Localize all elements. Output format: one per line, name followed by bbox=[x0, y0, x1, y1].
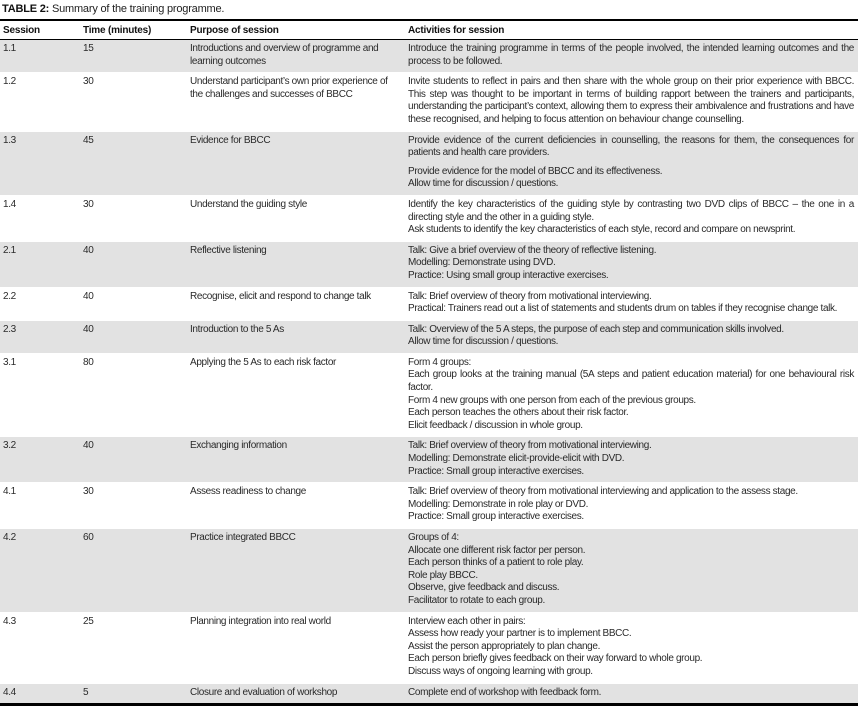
purpose-cell: Understand participant’s own prior experience of the challenges and successes of BBCC bbox=[190, 76, 388, 100]
purpose-cell: Assess readiness to change bbox=[190, 486, 306, 498]
activity-line: Form 4 groups: bbox=[408, 356, 471, 368]
activity-line: Assess how ready your partner is to implement BBCC. bbox=[408, 628, 632, 640]
table-row bbox=[0, 195, 858, 241]
session-cell: 3.1 bbox=[3, 356, 16, 368]
activity-line: Each person thinks of a patient to role play. bbox=[408, 557, 584, 569]
activity-paragraph bbox=[408, 76, 854, 126]
activity-line: Allow time for discussion / questions. bbox=[408, 178, 559, 190]
activity-paragraph bbox=[408, 245, 854, 283]
time-cell: 30 bbox=[83, 76, 94, 88]
activity-paragraph bbox=[408, 43, 854, 68]
session-cell: 2.3 bbox=[3, 323, 16, 335]
activity-line: Each person teaches the others about their risk factor. bbox=[408, 407, 629, 419]
session-cell: 1.2 bbox=[3, 76, 16, 88]
activities-cell bbox=[405, 529, 858, 613]
activity-line: Ask students to identify the key characteristics of each style, record and compare on newsprint. bbox=[408, 224, 796, 236]
header-row bbox=[0, 20, 858, 40]
activity-line: Elicit feedback / discussion in whole group. bbox=[408, 419, 583, 431]
column-header-time: Time (minutes) bbox=[80, 20, 187, 40]
time-cell: 80 bbox=[83, 356, 94, 368]
table-row bbox=[0, 353, 858, 437]
table-row bbox=[0, 483, 858, 529]
table-row bbox=[0, 529, 858, 613]
activity-line: Modelling: Demonstrate in role play or DVD. bbox=[408, 498, 589, 510]
purpose-cell: Evidence for BBCC bbox=[190, 134, 271, 146]
activity-line: Modelling: Demonstrate elicit-provide-elicit with DVD. bbox=[408, 453, 625, 465]
activity-line: Allow time for discussion / questions. bbox=[408, 336, 559, 348]
activities-cell bbox=[405, 353, 858, 437]
activity-line: Practice: Small group interactive exercises. bbox=[408, 511, 584, 523]
table-caption-text: Summary of the training programme. bbox=[51, 3, 225, 15]
activities-cell bbox=[405, 241, 858, 287]
training-programme-table bbox=[0, 19, 858, 706]
activity-line: Each group looks at the training manual (5A steps and patient education material) for one behavioural risk factor. bbox=[408, 369, 854, 394]
purpose-cell: Understand the guiding style bbox=[190, 198, 307, 210]
activity-paragraph bbox=[408, 324, 854, 349]
time-cell: 40 bbox=[83, 244, 94, 256]
activity-line: Discuss ways of ongoing learning with group. bbox=[408, 665, 593, 677]
activity-line: Groups of 4: bbox=[408, 532, 459, 543]
activity-line: Practice: Small group interactive exercises. bbox=[408, 465, 584, 477]
activity-line: Complete end of workshop with feedback form. bbox=[408, 686, 602, 698]
time-cell: 30 bbox=[83, 486, 94, 498]
activities-cell bbox=[405, 131, 858, 195]
activity-line: Each person briefly gives feedback on their way forward to whole group. bbox=[408, 653, 703, 665]
time-cell: 60 bbox=[83, 532, 94, 543]
table-row bbox=[0, 40, 858, 73]
activity-line: Modelling: Demonstrate using DVD. bbox=[408, 257, 556, 269]
activities-cell bbox=[405, 40, 858, 73]
table-caption-label: TABLE 2: bbox=[2, 3, 50, 15]
activity-line: Assist the person appropriately to plan change. bbox=[408, 640, 601, 652]
activity-paragraph bbox=[408, 687, 854, 700]
table-row bbox=[0, 131, 858, 195]
activity-line: Talk: Brief overview of theory from motivational interviewing and application to the assess stage. bbox=[408, 486, 798, 498]
session-cell: 1.3 bbox=[3, 134, 16, 146]
activities-cell bbox=[405, 287, 858, 320]
column-header-session: Session bbox=[0, 20, 80, 40]
purpose-cell: Practice integrated BBCC bbox=[190, 532, 296, 543]
activity-line: Talk: Brief overview of theory from motivational interviewing. bbox=[408, 290, 652, 302]
activities-cell bbox=[405, 195, 858, 241]
column-header-purpose: Purpose of session bbox=[187, 20, 405, 40]
purpose-cell: Exchanging information bbox=[190, 440, 287, 452]
activity-line: Role play BBCC. bbox=[408, 569, 478, 581]
activity-line: Form 4 new groups with one person from each of the previous groups. bbox=[408, 394, 696, 406]
table-row bbox=[0, 437, 858, 483]
session-cell: 4.3 bbox=[3, 615, 16, 627]
activity-line: Identify the key characteristics of the guiding style by contrasting two DVD clips of BBCC – the one in a directing style and the other in a guiding style. bbox=[408, 198, 854, 223]
time-cell: 45 bbox=[83, 134, 94, 146]
time-cell: 5 bbox=[83, 686, 89, 698]
activities-cell bbox=[405, 320, 858, 353]
activity-line: Interview each other in pairs: bbox=[408, 615, 526, 627]
session-cell: 3.2 bbox=[3, 440, 16, 452]
purpose-cell: Applying the 5 As to each risk factor bbox=[190, 356, 337, 368]
table-row bbox=[0, 320, 858, 353]
purpose-cell: Reflective listening bbox=[190, 244, 267, 256]
activity-paragraph bbox=[408, 199, 854, 237]
session-cell: 4.2 bbox=[3, 532, 16, 543]
time-cell: 30 bbox=[83, 198, 94, 210]
activity-paragraph bbox=[408, 135, 854, 160]
activities-cell bbox=[405, 73, 858, 131]
activity-line: Practical: Trainers read out a list of statements and students drum on tables if they recognise change talk. bbox=[408, 303, 838, 315]
activity-paragraph bbox=[408, 357, 854, 433]
purpose-cell: Planning integration into real world bbox=[190, 615, 331, 627]
activity-paragraph bbox=[408, 166, 854, 191]
time-cell: 15 bbox=[83, 43, 94, 54]
table-caption bbox=[0, 0, 858, 19]
time-cell: 25 bbox=[83, 615, 94, 627]
activity-line: Talk: Overview of the 5 A steps, the purpose of each step and communication skills involved. bbox=[408, 323, 784, 335]
activity-line: Practice: Using small group interactive exercises. bbox=[408, 269, 609, 281]
table-row bbox=[0, 73, 858, 131]
activity-paragraph bbox=[408, 440, 854, 478]
purpose-cell: Introduction to the 5 As bbox=[190, 323, 284, 335]
purpose-cell: Recognise, elicit and respond to change talk bbox=[190, 290, 371, 302]
time-cell: 40 bbox=[83, 440, 94, 452]
time-cell: 40 bbox=[83, 290, 94, 302]
activity-paragraph bbox=[408, 486, 854, 524]
column-header-activities: Activities for session bbox=[405, 20, 858, 40]
table-row bbox=[0, 683, 858, 705]
table-header bbox=[0, 20, 858, 40]
activity-line: Facilitator to rotate to each group. bbox=[408, 594, 545, 606]
session-cell: 1.1 bbox=[3, 43, 16, 54]
session-cell: 4.1 bbox=[3, 486, 16, 498]
time-cell: 40 bbox=[83, 323, 94, 335]
table-row bbox=[0, 241, 858, 287]
table-body bbox=[0, 40, 858, 705]
purpose-cell: Introductions and overview of programme and learning outcomes bbox=[190, 43, 379, 67]
activity-paragraph bbox=[408, 532, 854, 608]
activity-paragraph bbox=[408, 616, 854, 679]
activity-line: Observe, give feedback and discuss. bbox=[408, 582, 560, 594]
activity-paragraph bbox=[408, 291, 854, 316]
activities-cell bbox=[405, 683, 858, 705]
activity-line: Talk: Brief overview of theory from motivational interviewing. bbox=[408, 440, 652, 452]
activity-line: Invite students to reflect in pairs and then share with the whole group on their prior experience with BBCC. This step was thought to be important in terms of building rapport between the trainers and participants, understanding the participant’s context, allowing them to express their ambivalence and frustrations and have these recognised, and helping to focus attention on behaviour change counselling. bbox=[408, 76, 854, 125]
activity-line: Talk: Give a brief overview of the theory of reflective listening. bbox=[408, 244, 657, 256]
session-cell: 2.1 bbox=[3, 244, 16, 256]
purpose-cell: Closure and evaluation of workshop bbox=[190, 686, 338, 698]
activities-cell bbox=[405, 483, 858, 529]
activity-line: Allocate one different risk factor per person. bbox=[408, 544, 586, 556]
activity-line: Introduce the training programme in terms of the people involved, the intended learning outcomes and the process to be followed. bbox=[408, 43, 854, 67]
activity-line: Provide evidence for the model of BBCC and its effectiveness. bbox=[408, 165, 663, 177]
session-cell: 2.2 bbox=[3, 290, 16, 302]
session-cell: 4.4 bbox=[3, 686, 16, 698]
table-row bbox=[0, 612, 858, 683]
activities-cell bbox=[405, 437, 858, 483]
activities-cell bbox=[405, 612, 858, 683]
table-row bbox=[0, 287, 858, 320]
activity-line: Provide evidence of the current deficiencies in counselling, the reasons for them, the consequences for patients and health care providers. bbox=[408, 134, 854, 159]
session-cell: 1.4 bbox=[3, 198, 16, 210]
